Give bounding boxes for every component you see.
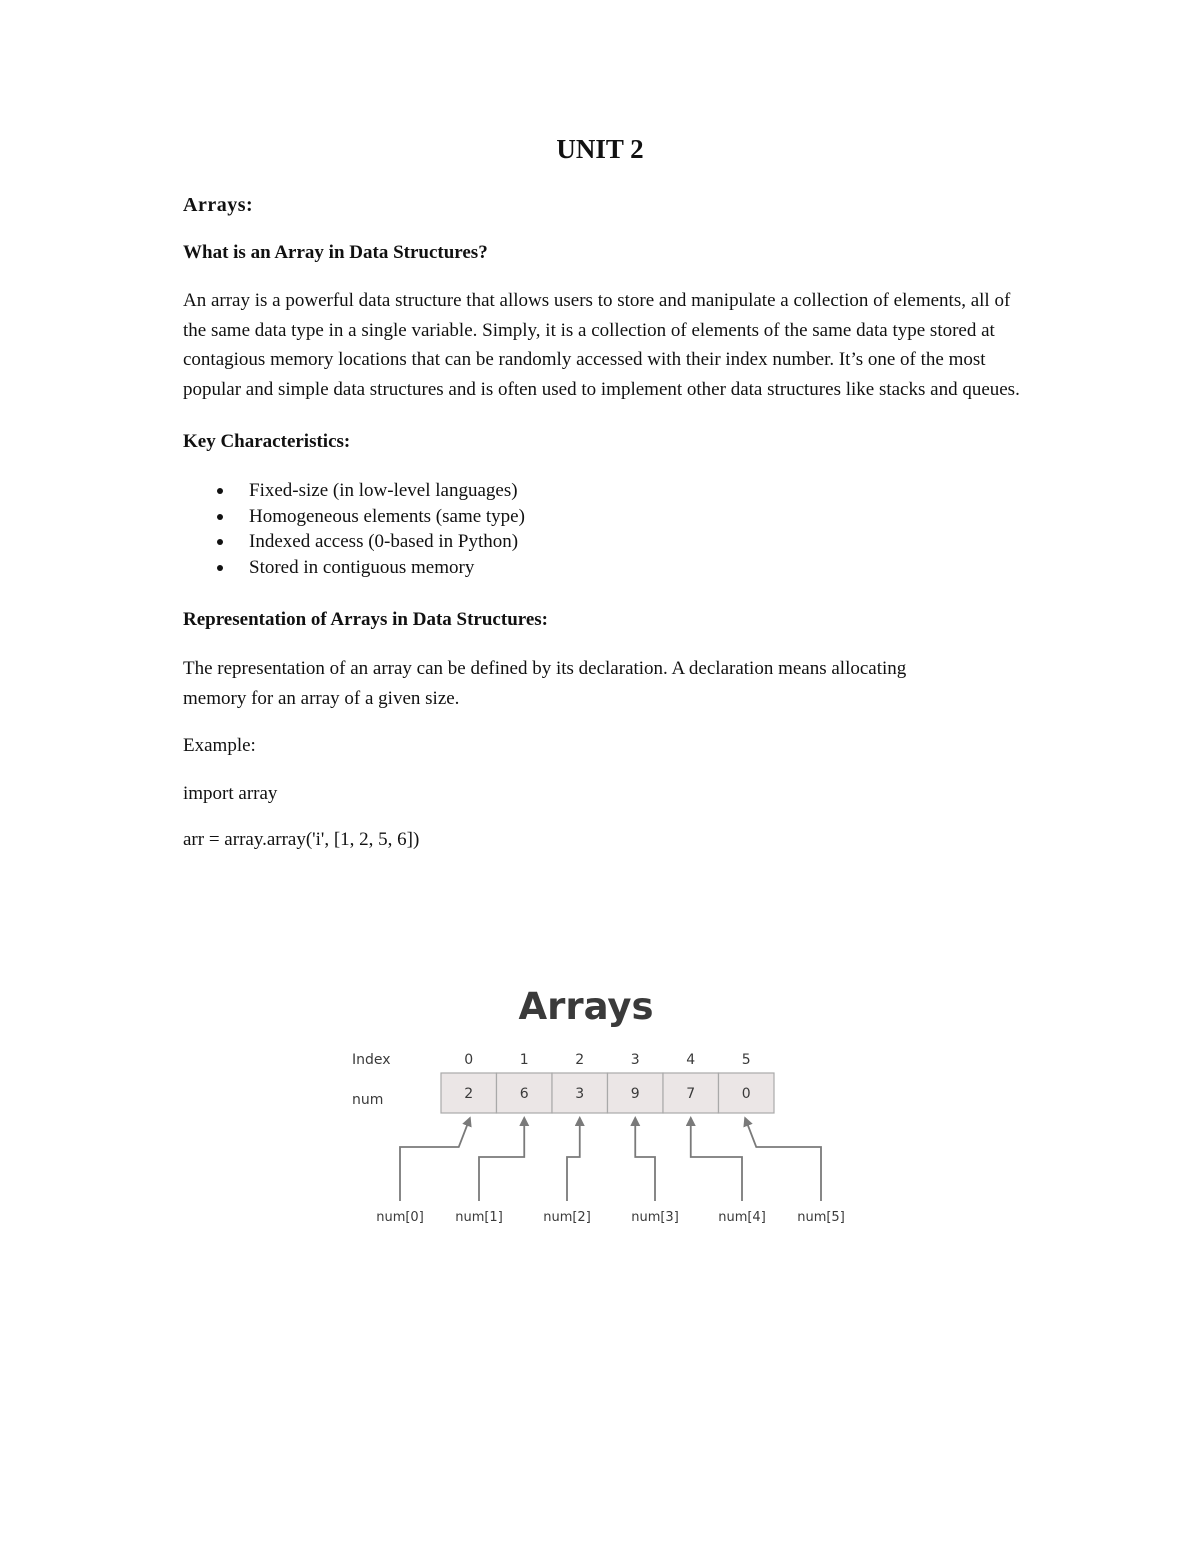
section-heading: Arrays: bbox=[183, 194, 254, 216]
array-cells bbox=[376, 1052, 845, 1225]
index-label: 1 bbox=[519, 1052, 529, 1068]
intro-paragraph: An array is a powerful data structure that allows users to store and manipulate a collection of elements, all of the same data type in a single variable. Simply, it is a collection of elements of the same data type stored at contagious memory locations that can be randomly accessed with their index number. It’s one of the most popular and simple data structures and is often used to implement other data structures like stacks and queues. bbox=[183, 290, 1020, 400]
index-label: 3 bbox=[630, 1052, 640, 1068]
element-label: num[5] bbox=[797, 1210, 845, 1225]
element-label: num[4] bbox=[718, 1210, 766, 1225]
cell-value: 6 bbox=[519, 1086, 529, 1102]
element-label: num[3] bbox=[631, 1210, 679, 1225]
list-item bbox=[183, 478, 1023, 504]
cell-value: 7 bbox=[686, 1086, 696, 1102]
list-item-text: Homogeneous elements (same type) bbox=[249, 505, 525, 527]
pointer-arrow bbox=[400, 1121, 469, 1201]
cell-value: 2 bbox=[464, 1086, 474, 1102]
bullet-icon bbox=[217, 488, 223, 494]
pointer-arrow bbox=[746, 1121, 821, 1201]
index-row-label: Index bbox=[352, 1052, 391, 1068]
bullet-icon bbox=[217, 514, 223, 520]
cell-value: 9 bbox=[630, 1086, 640, 1102]
pointer-arrow bbox=[691, 1121, 742, 1201]
question-heading: What is an Array in Data Structures? bbox=[183, 242, 488, 263]
bullet-icon bbox=[217, 539, 223, 545]
page-title: UNIT 2 bbox=[556, 134, 644, 164]
representation-paragraph: The representation of an array can be defined by its declaration. A declaration means allocating memory for an array of a given size. bbox=[183, 658, 907, 709]
code-line-import: import array bbox=[183, 782, 278, 804]
document-body bbox=[183, 190, 1023, 855]
list-item bbox=[183, 529, 1023, 555]
list-item bbox=[183, 555, 1023, 581]
code-line-array: arr = array.array('i', [1, 2, 5, 6]) bbox=[183, 829, 420, 850]
value-row-label: num bbox=[352, 1092, 384, 1108]
index-label: 4 bbox=[686, 1052, 696, 1068]
diagram-title: Arrays bbox=[518, 985, 654, 1028]
pointer-arrow bbox=[567, 1121, 580, 1201]
cell-value: 3 bbox=[575, 1086, 585, 1102]
key-characteristics-heading: Key Characteristics: bbox=[183, 431, 351, 452]
pointer-arrow bbox=[635, 1121, 655, 1201]
array-diagram-svg bbox=[340, 975, 860, 1235]
index-label: 5 bbox=[741, 1052, 751, 1068]
example-label: Example: bbox=[183, 735, 256, 756]
key-characteristics-list bbox=[183, 478, 1023, 580]
array-diagram bbox=[340, 975, 860, 1235]
list-item-text: Fixed-size (in low-level languages) bbox=[249, 480, 518, 501]
element-label: num[1] bbox=[455, 1210, 503, 1225]
pointer-arrow bbox=[479, 1121, 524, 1201]
bullet-icon bbox=[217, 565, 223, 571]
list-item-text: Indexed access (0-based in Python) bbox=[249, 531, 519, 552]
index-label: 0 bbox=[464, 1052, 474, 1068]
element-label: num[2] bbox=[543, 1210, 591, 1225]
cell-value: 0 bbox=[741, 1086, 751, 1102]
element-label: num[0] bbox=[376, 1210, 424, 1225]
representation-heading: Representation of Arrays in Data Structures: bbox=[183, 609, 549, 630]
index-label: 2 bbox=[575, 1052, 585, 1068]
list-item-text: Stored in contiguous memory bbox=[249, 556, 475, 578]
list-item bbox=[183, 504, 1023, 530]
